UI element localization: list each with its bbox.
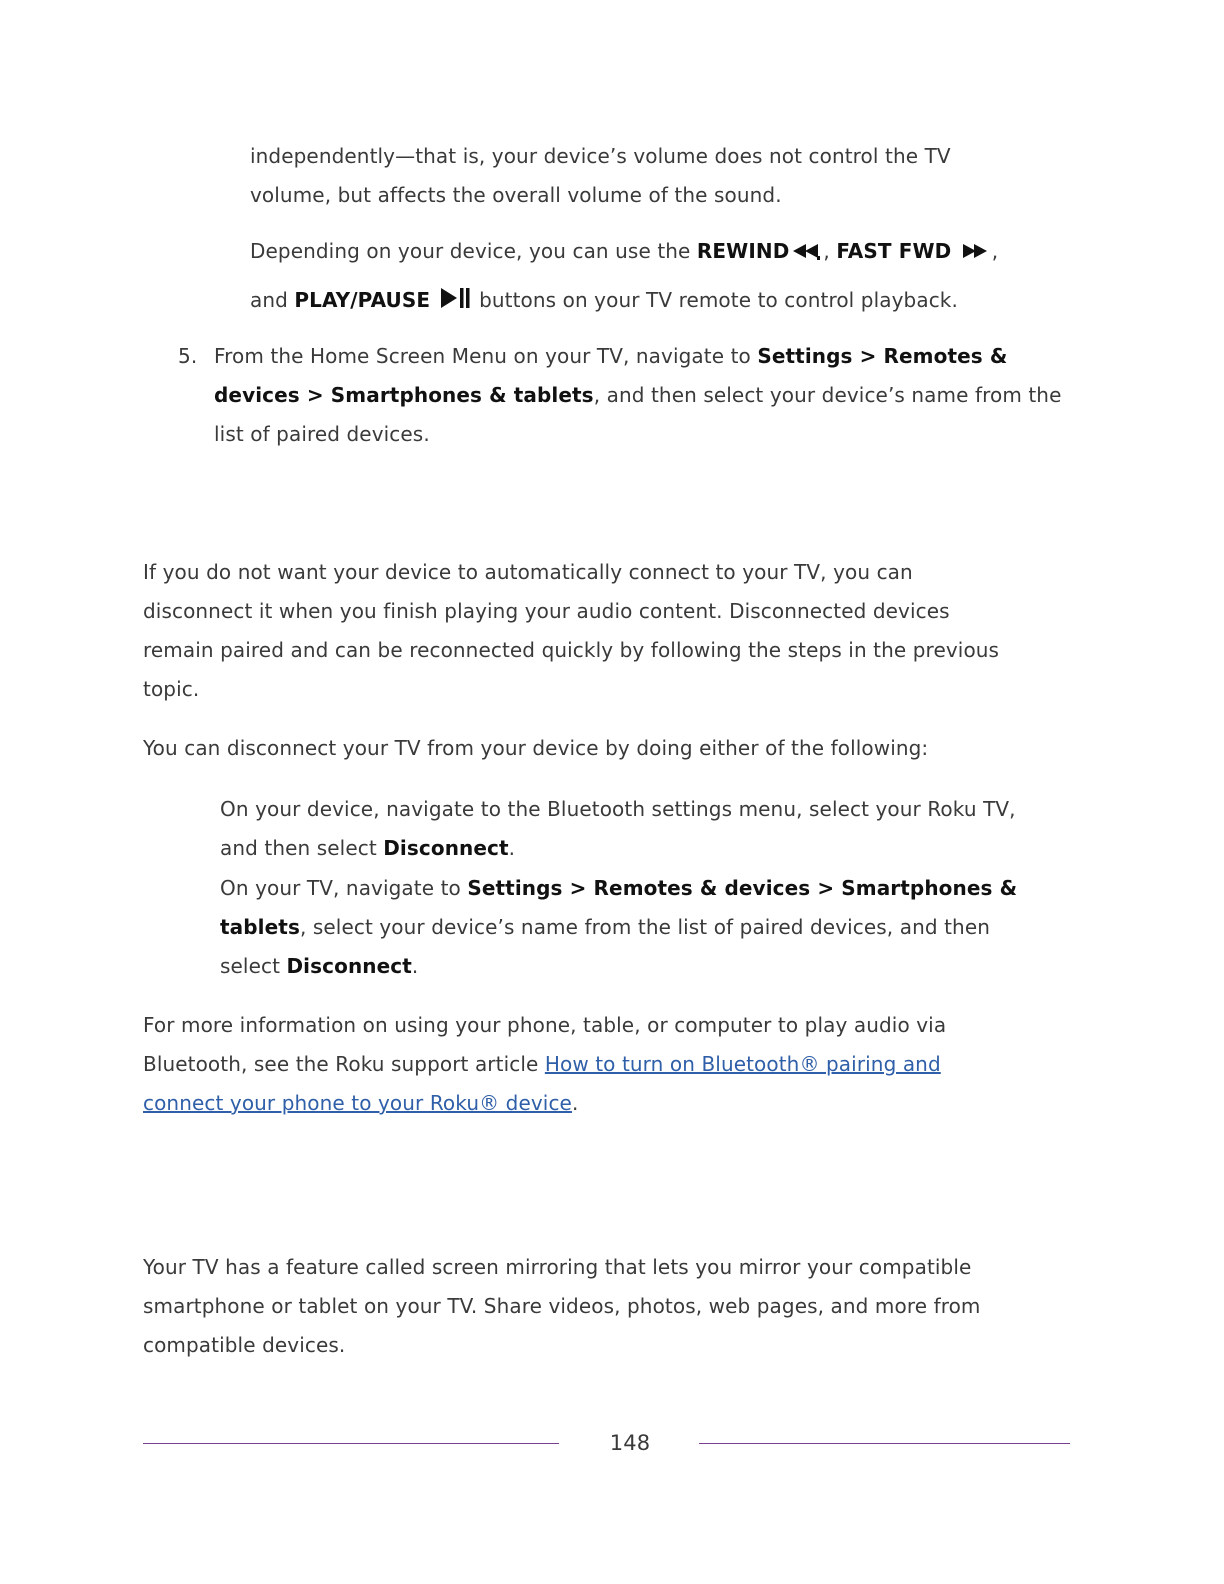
text-run: and then select — [220, 836, 384, 860]
text-run: Bluetooth, see the Roku support article — [143, 1052, 545, 1076]
text-line: independently—that is, your device’s volume does not control the TV — [250, 144, 951, 168]
step-number: 5. — [178, 344, 198, 368]
play-pause-icon — [439, 279, 471, 326]
disconnect-paragraph — [143, 553, 999, 709]
bullet-item — [220, 869, 1017, 986]
settings-path: devices > Smartphones & tablets — [214, 383, 594, 407]
text-run: select — [220, 954, 287, 978]
text-line: topic. — [143, 677, 200, 701]
text-run: . — [411, 954, 419, 978]
continuation-paragraph — [250, 137, 951, 215]
rewind-icon — [791, 230, 821, 277]
text-line: On your device, navigate to the Bluetooth settings menu, select your Roku TV, — [220, 797, 1016, 821]
fast-fwd-label: FAST FWD — [836, 239, 952, 263]
playback-paragraph — [250, 228, 998, 326]
step-5-text — [214, 337, 1061, 454]
bullet-item — [220, 790, 1016, 868]
more-info-paragraph — [143, 1006, 946, 1123]
text-line: For more information on using your phone, table, or computer to play audio via — [143, 1013, 947, 1037]
text-line: If you do not want your device to automatically connect to your TV, you can — [143, 560, 913, 584]
rewind-label: REWIND — [696, 239, 790, 263]
disconnect-label: Disconnect — [286, 954, 412, 978]
disconnect-label: Disconnect — [383, 836, 509, 860]
text-line: volume, but affects the overall volume of the sound. — [250, 183, 782, 207]
text-line: You can disconnect your TV from your device by doing either of the following: — [143, 736, 929, 760]
play-pause-label: PLAY/PAUSE — [294, 288, 431, 312]
settings-path: Settings > Remotes & devices > Smartphones & — [467, 876, 1018, 900]
text-run: , and then select your device’s name from the — [593, 383, 1062, 407]
either-paragraph — [143, 729, 928, 768]
settings-path: tablets — [220, 915, 300, 939]
text-run: list of paired devices. — [214, 422, 430, 446]
text-run: , select your device’s name from the list of paired devices, and then — [299, 915, 991, 939]
text-run: buttons on your TV remote to control playback. — [472, 288, 958, 312]
fast-forward-icon — [960, 230, 990, 277]
text-run: On your TV, navigate to — [220, 876, 468, 900]
text-run: Depending on your device, you can use the — [250, 239, 697, 263]
footer-rule-right — [699, 1443, 1070, 1444]
settings-path: Settings > Remotes & — [757, 344, 1008, 368]
text-line: smartphone or tablet on your TV. Share videos, photos, web pages, and more from — [143, 1294, 981, 1318]
text-run: From the Home Screen Menu on your TV, navigate to — [214, 344, 758, 368]
support-article-link[interactable]: How to turn on Bluetooth® pairing and — [544, 1052, 941, 1076]
text-run: , — [991, 239, 999, 263]
text-line: disconnect it when you finish playing your audio content. Disconnected devices — [143, 599, 950, 623]
text-line: Your TV has a feature called screen mirroring that lets you mirror your compatible — [143, 1255, 972, 1279]
text-run: , — [823, 239, 837, 263]
text-run: . — [508, 836, 516, 860]
text-line: compatible devices. — [143, 1333, 346, 1357]
text-run: . — [571, 1091, 579, 1115]
text-run: and — [250, 288, 295, 312]
page-number: 148 — [609, 1431, 651, 1455]
footer-rule-left — [143, 1443, 559, 1444]
support-article-link[interactable]: connect your phone to your Roku® device — [143, 1091, 572, 1115]
text-line: remain paired and can be reconnected quickly by following the steps in the previous — [143, 638, 1000, 662]
mirroring-paragraph — [143, 1248, 981, 1365]
